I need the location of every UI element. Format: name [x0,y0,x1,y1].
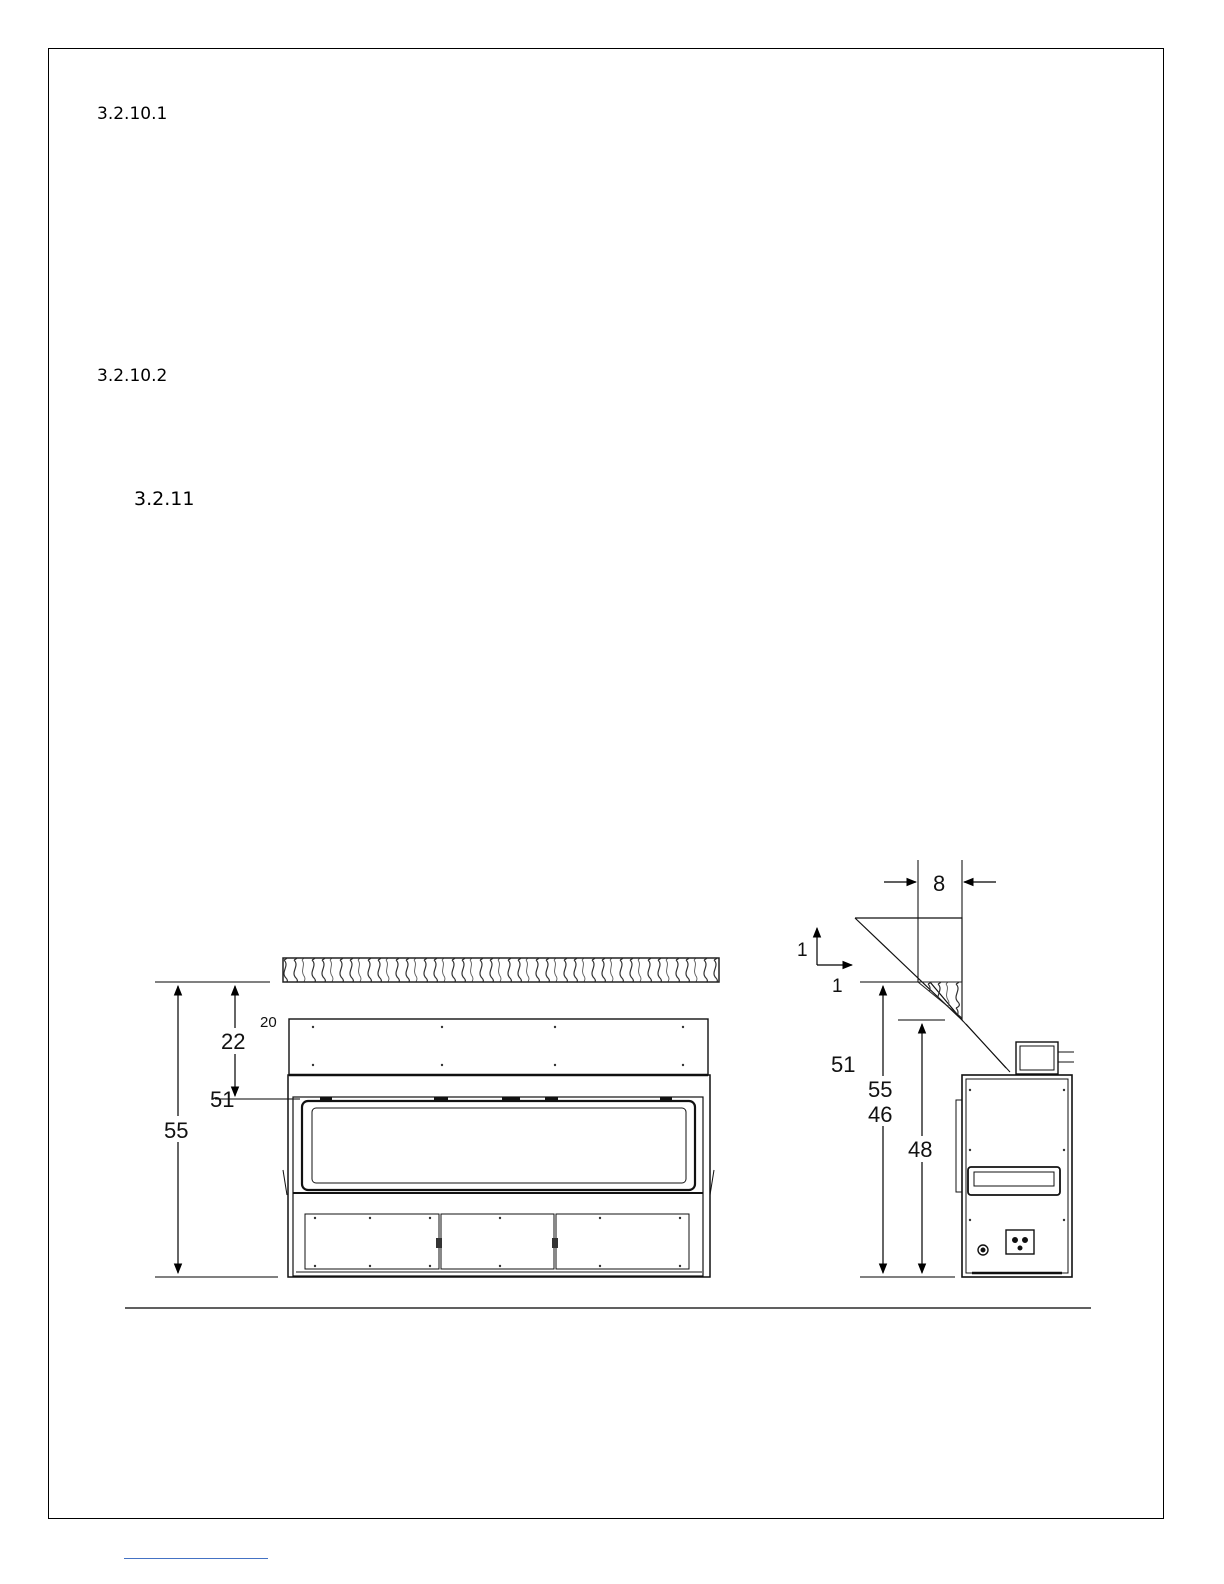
dim-label-opening-top: 51 [210,1087,235,1112]
dim-label-side-b: 55 [868,1077,893,1102]
section-number-3-2-10-2: 3.2.10.2 [97,366,168,386]
dim-label-mantel-gap: 22 [221,1029,246,1054]
mantel-front [283,958,719,982]
dim-label-side-a: 51 [831,1052,856,1077]
dim-label-total-height: 55 [164,1118,189,1143]
dim-label-depth: 8 [933,871,946,896]
dim-label-side-c: 46 [868,1102,893,1127]
section-number-3-2-11: 3.2.11 [134,488,195,510]
section-number-3-2-10-1: 3.2.10.1 [97,104,168,124]
slope-rise-label: 1 [797,940,808,961]
dim-label-small: 20 [260,1014,277,1031]
mantel-side [918,982,962,1018]
dim-label-side-d: 48 [908,1137,933,1162]
hood-screws [312,1026,684,1267]
fireplace-front [283,1019,714,1277]
front-view [155,958,719,1277]
footer-link-underline[interactable] [124,1558,268,1559]
slope-run-label: 1 [832,976,843,997]
side-view [797,860,1074,1277]
fireplace-side [956,1020,1074,1277]
